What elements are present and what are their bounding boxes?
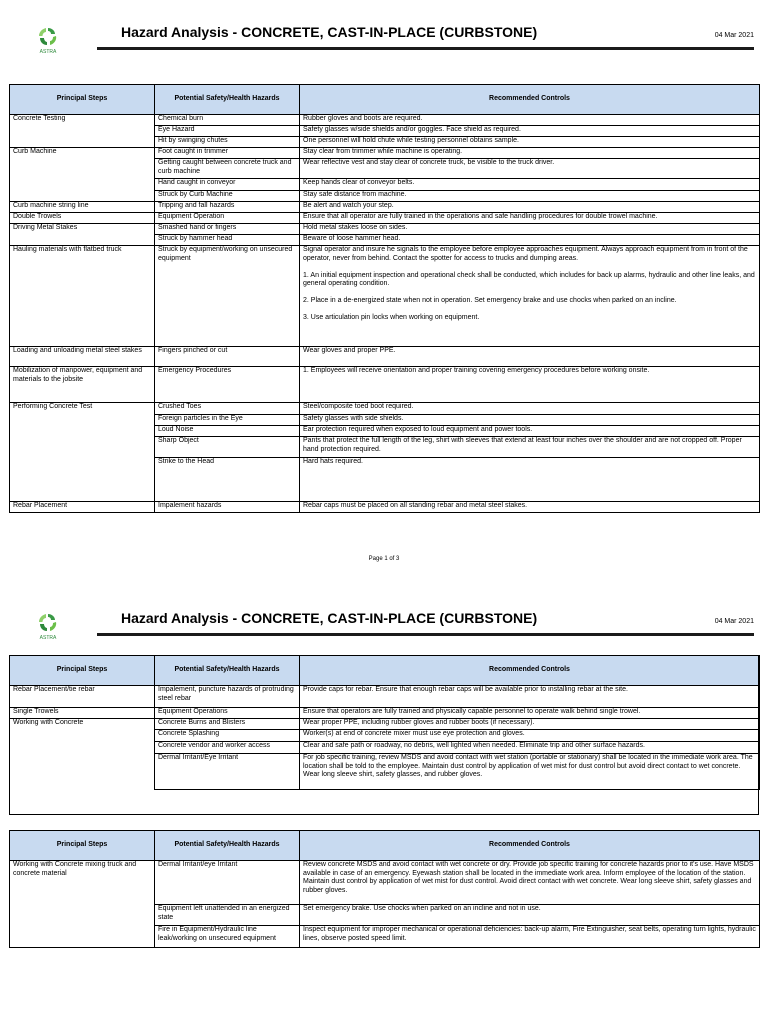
control-cell: Stay clear from trimmer while machine is operating.	[300, 148, 760, 159]
page-2-header	[0, 610, 768, 660]
step-cell	[10, 191, 155, 202]
control-cell: Set emergency brake. Use chocks when parked on an incline and not in use.	[300, 905, 760, 926]
hazard-cell: Dermal Irritant/Eye Irritant	[155, 754, 300, 790]
logo-text: ASTRA	[39, 635, 57, 641]
hazard-cell: Getting caught between concrete truck and curb machine	[155, 159, 300, 179]
table-header-row	[10, 656, 760, 686]
table-row	[10, 861, 760, 905]
page-number: Page 1 of 3	[368, 556, 400, 562]
step-cell: Driving Metal Stakes	[10, 224, 155, 235]
logo-text: ASTRA	[39, 49, 57, 55]
control-cell: Wear proper PPE, including rubber gloves and rubber boots (if necessary).	[300, 719, 760, 730]
spacer-cell	[155, 790, 300, 811]
table-row	[10, 403, 760, 415]
table-row	[10, 347, 760, 367]
column-header-principal-steps: Principal Steps	[10, 85, 155, 115]
table-row	[10, 437, 760, 458]
hazard-cell: Hand caught in conveyor	[155, 179, 300, 191]
recycle-leaf-icon	[37, 26, 59, 48]
hazard-cell: Emergency Procedures	[155, 367, 300, 403]
control-cell: Beware of loose hammer head.	[300, 235, 760, 246]
control-cell: One personnel will hold chute while testing personnel obtains sample.	[300, 137, 760, 148]
step-cell: Rebar Placement	[10, 502, 155, 513]
control-cell: Safety glasses with side shields.	[300, 415, 760, 426]
table-row	[10, 246, 760, 347]
title-rule	[97, 633, 754, 636]
table-row	[10, 159, 760, 179]
table-row	[10, 686, 760, 708]
table-header-row	[10, 85, 760, 115]
control-cell: Keep hands clear of conveyor belts.	[300, 179, 760, 191]
step-cell	[10, 458, 155, 502]
document-title: Hazard Analysis - CONCRETE, CAST-IN-PLACE (CURBSTONE)	[121, 24, 538, 40]
step-cell: Hauling materials with flatbed truck	[10, 246, 155, 347]
step-cell: Loading and unloading metal steel stakes	[10, 347, 155, 367]
control-cell: Signal operator and insure he signals to the employee before employee approaches equipment. Always approach equipment from in front of the operator, never from behind. Contact the spotter for access to trucks and dumping areas. 1. An initial equipment inspection and operational check shall be conducted, which includes for back up alarms, hydraulic and other line leaks, and general operating condition. 2. Place in a de-energized state when not in operation. Set emergency brake and use chocks when parked on an incline. 3. Use articulation pin locks when working on equipment.	[300, 246, 760, 347]
control-cell: Hard hats required.	[300, 458, 760, 502]
control-cell: For job specific training, review MSDS and avoid contact with wet station (portable or stationary) shall be located in the immediate work area. The location shall be told to the employee. Maintain dust control by application of wet mist for dust control but avoid direct contact to wet concrete. Wear long sleeve shirt, safety glasses, and rubber gloves.	[300, 754, 760, 790]
control-cell: Wear gloves and proper PPE.	[300, 347, 760, 367]
astra-logo	[37, 26, 59, 56]
control-cell: Provide caps for rebar. Ensure that enough rebar caps will be available prior to installing rebar at the site.	[300, 686, 760, 708]
hazard-cell: Foreign particles in the Eye	[155, 415, 300, 426]
column-header-controls: Recommended Controls	[300, 831, 760, 861]
table-row	[10, 426, 760, 437]
control-cell: Steel/composite toed boot required.	[300, 403, 760, 415]
hazard-cell: Foot caught in trimmer	[155, 148, 300, 159]
step-cell: Rebar Placement/tie rebar	[10, 686, 155, 708]
spacer-cell	[10, 790, 155, 811]
step-cell	[10, 179, 155, 191]
step-cell	[10, 730, 155, 742]
recycle-leaf-icon	[37, 612, 59, 634]
title-rule	[97, 47, 754, 50]
table-row	[10, 235, 760, 246]
step-cell	[10, 415, 155, 426]
column-header-hazards: Potential Safety/Health Hazards	[155, 831, 300, 861]
hazard-cell: Sharp Object	[155, 437, 300, 458]
table-row	[10, 905, 760, 926]
step-cell: Double Trowels	[10, 213, 155, 224]
step-cell: Concrete Testing	[10, 115, 155, 126]
column-header-principal-steps: Principal Steps	[10, 831, 155, 861]
control-cell: Ear protection required when exposed to loud equipment and power tools.	[300, 426, 760, 437]
page-1-header	[0, 24, 768, 74]
column-header-controls: Recommended Controls	[300, 85, 760, 115]
hazard-cell: Struck by hammer head	[155, 235, 300, 246]
control-cell: Pants that protect the full length of the leg, shirt with sleeves that extend at least four inches over the shoulder and are not cropped off. Proper hand protection required.	[300, 437, 760, 458]
document-date: 04 Mar 2021	[714, 618, 754, 625]
hazard-cell: Eye Hazard	[155, 126, 300, 137]
control-cell: Stay safe distance from machine.	[300, 191, 760, 202]
hazard-cell: Strike to the Head	[155, 458, 300, 502]
table-row	[10, 126, 760, 137]
step-cell	[10, 426, 155, 437]
step-cell: Working with Concrete	[10, 719, 155, 730]
hazard-cell: Concrete Splashing	[155, 730, 300, 742]
step-cell	[10, 437, 155, 458]
hazard-cell: Crushed Toes	[155, 403, 300, 415]
step-cell: Mobilization of manpower, equipment and materials to the jobsite	[10, 367, 155, 403]
hazard-cell: Smashed hand or fingers	[155, 224, 300, 235]
table-row	[10, 202, 760, 213]
step-cell	[10, 159, 155, 179]
table-row	[10, 115, 760, 126]
hazard-cell: Fingers pinched or cut	[155, 347, 300, 367]
step-cell	[10, 926, 155, 948]
table-row	[10, 367, 760, 403]
table-row	[10, 926, 760, 948]
control-cell: Clear and safe path or roadway, no debris, well lighted when needed. Eliminate trip and other surface hazards.	[300, 742, 760, 754]
hazard-cell: Dermal Irritant/eye Irritant	[155, 861, 300, 905]
control-cell: 1. Employees will receive orientation and proper training covering emergency procedures before working onsite.	[300, 367, 760, 403]
hazard-cell: Equipment Operation	[155, 213, 300, 224]
document-date: 04 Mar 2021	[714, 32, 754, 39]
hazard-cell: Impalement, puncture hazards of protruding steel rebar	[155, 686, 300, 708]
step-cell: Performing Concrete Test	[10, 403, 155, 415]
control-cell: Worker(s) at end of concrete mixer must use eye protection and gloves.	[300, 730, 760, 742]
column-header-hazards: Potential Safety/Health Hazards	[155, 85, 300, 115]
document-title: Hazard Analysis - CONCRETE, CAST-IN-PLACE (CURBSTONE)	[121, 610, 538, 626]
table-row	[10, 148, 760, 159]
step-cell: Single Trowels	[10, 708, 155, 719]
control-cell: Ensure that all operator are fully trained in the operations and safe handling procedures for double trowel machine.	[300, 213, 760, 224]
control-cell: Rubber gloves and boots are required.	[300, 115, 760, 126]
hazard-cell: Fire in Equipment/Hydraulic line leak/working on unsecured equipment	[155, 926, 300, 948]
table-row	[10, 137, 760, 148]
hazard-table-1	[9, 84, 760, 513]
hazard-cell: Impalement hazards	[155, 502, 300, 513]
control-cell: Review concrete MSDS and avoid contact with wet concrete or dry. Provide job specific training for concrete hazards prior to it's use. Have MSDS available in case of an emergency. Eyewash station shall be located in the immediate work area. Inform employee of the location of the station. Maintain dust control by application of wet mist for dust control. Avoid direct contact with wet concrete. Wear long sleeve shirt, safety glasses and rubber gloves.	[300, 861, 760, 905]
control-cell: Wear reflective vest and stay clear of concrete truck, be visible to the truck driver.	[300, 159, 760, 179]
control-cell: Safety glasses w/side shields and/or goggles. Face shield as required.	[300, 126, 760, 137]
hazard-cell: Equipment left unattended in an energized state	[155, 905, 300, 926]
hazard-cell: Struck by Curb Machine	[155, 191, 300, 202]
step-cell	[10, 754, 155, 790]
hazard-cell: Concrete Burns and Blisters	[155, 719, 300, 730]
step-cell	[10, 905, 155, 926]
step-cell: Curb Machine	[10, 148, 155, 159]
table-row	[10, 742, 760, 754]
column-header-controls: Recommended Controls	[300, 656, 760, 686]
astra-logo	[37, 612, 59, 642]
table-row	[10, 179, 760, 191]
step-cell: Working with Concrete mixing truck and concrete material	[10, 861, 155, 905]
table-row	[10, 502, 760, 513]
step-cell: Curb machine string line	[10, 202, 155, 213]
table-row	[10, 719, 760, 730]
step-cell	[10, 137, 155, 148]
column-header-hazards: Potential Safety/Health Hazards	[155, 656, 300, 686]
step-cell	[10, 742, 155, 754]
table-row	[10, 708, 760, 719]
step-cell	[10, 126, 155, 137]
table-row	[10, 224, 760, 235]
hazard-cell: Equipment Operations	[155, 708, 300, 719]
hazard-table-3	[9, 830, 760, 948]
hazard-cell: Struck by equipment/working on unsecured equipment	[155, 246, 300, 347]
hazard-cell: Hit by swinging chutes	[155, 137, 300, 148]
hazard-cell: Tripping and fall hazards	[155, 202, 300, 213]
table-row	[10, 415, 760, 426]
table-row	[10, 730, 760, 742]
hazard-cell: Loud Noise	[155, 426, 300, 437]
spacer-cell	[300, 790, 760, 811]
table-row	[10, 213, 760, 224]
table-header-row	[10, 831, 760, 861]
control-cell: Ensure that operators are fully trained and physically capable personnel to operate walk behind single trowel.	[300, 708, 760, 719]
table-row	[10, 191, 760, 202]
column-header-principal-steps: Principal Steps	[10, 656, 155, 686]
table-row	[10, 754, 760, 790]
control-cell: Be alert and watch your step.	[300, 202, 760, 213]
table-spacer-row	[10, 790, 760, 811]
control-cell: Rebar caps must be placed on all standing rebar and metal steel stakes.	[300, 502, 760, 513]
control-cell: Inspect equipment for improper mechanical or operational deficiencies: back-up alarm, Fire Extinguisher, seat belts, operating turn lights, hydraulic lines, observe posted speed limit.	[300, 926, 760, 948]
hazard-cell: Chemical burn	[155, 115, 300, 126]
hazard-table-2	[9, 655, 760, 811]
table-row	[10, 458, 760, 502]
control-cell: Hold metal stakes loose on sides.	[300, 224, 760, 235]
step-cell	[10, 235, 155, 246]
hazard-cell: Concrete vendor and worker access	[155, 742, 300, 754]
